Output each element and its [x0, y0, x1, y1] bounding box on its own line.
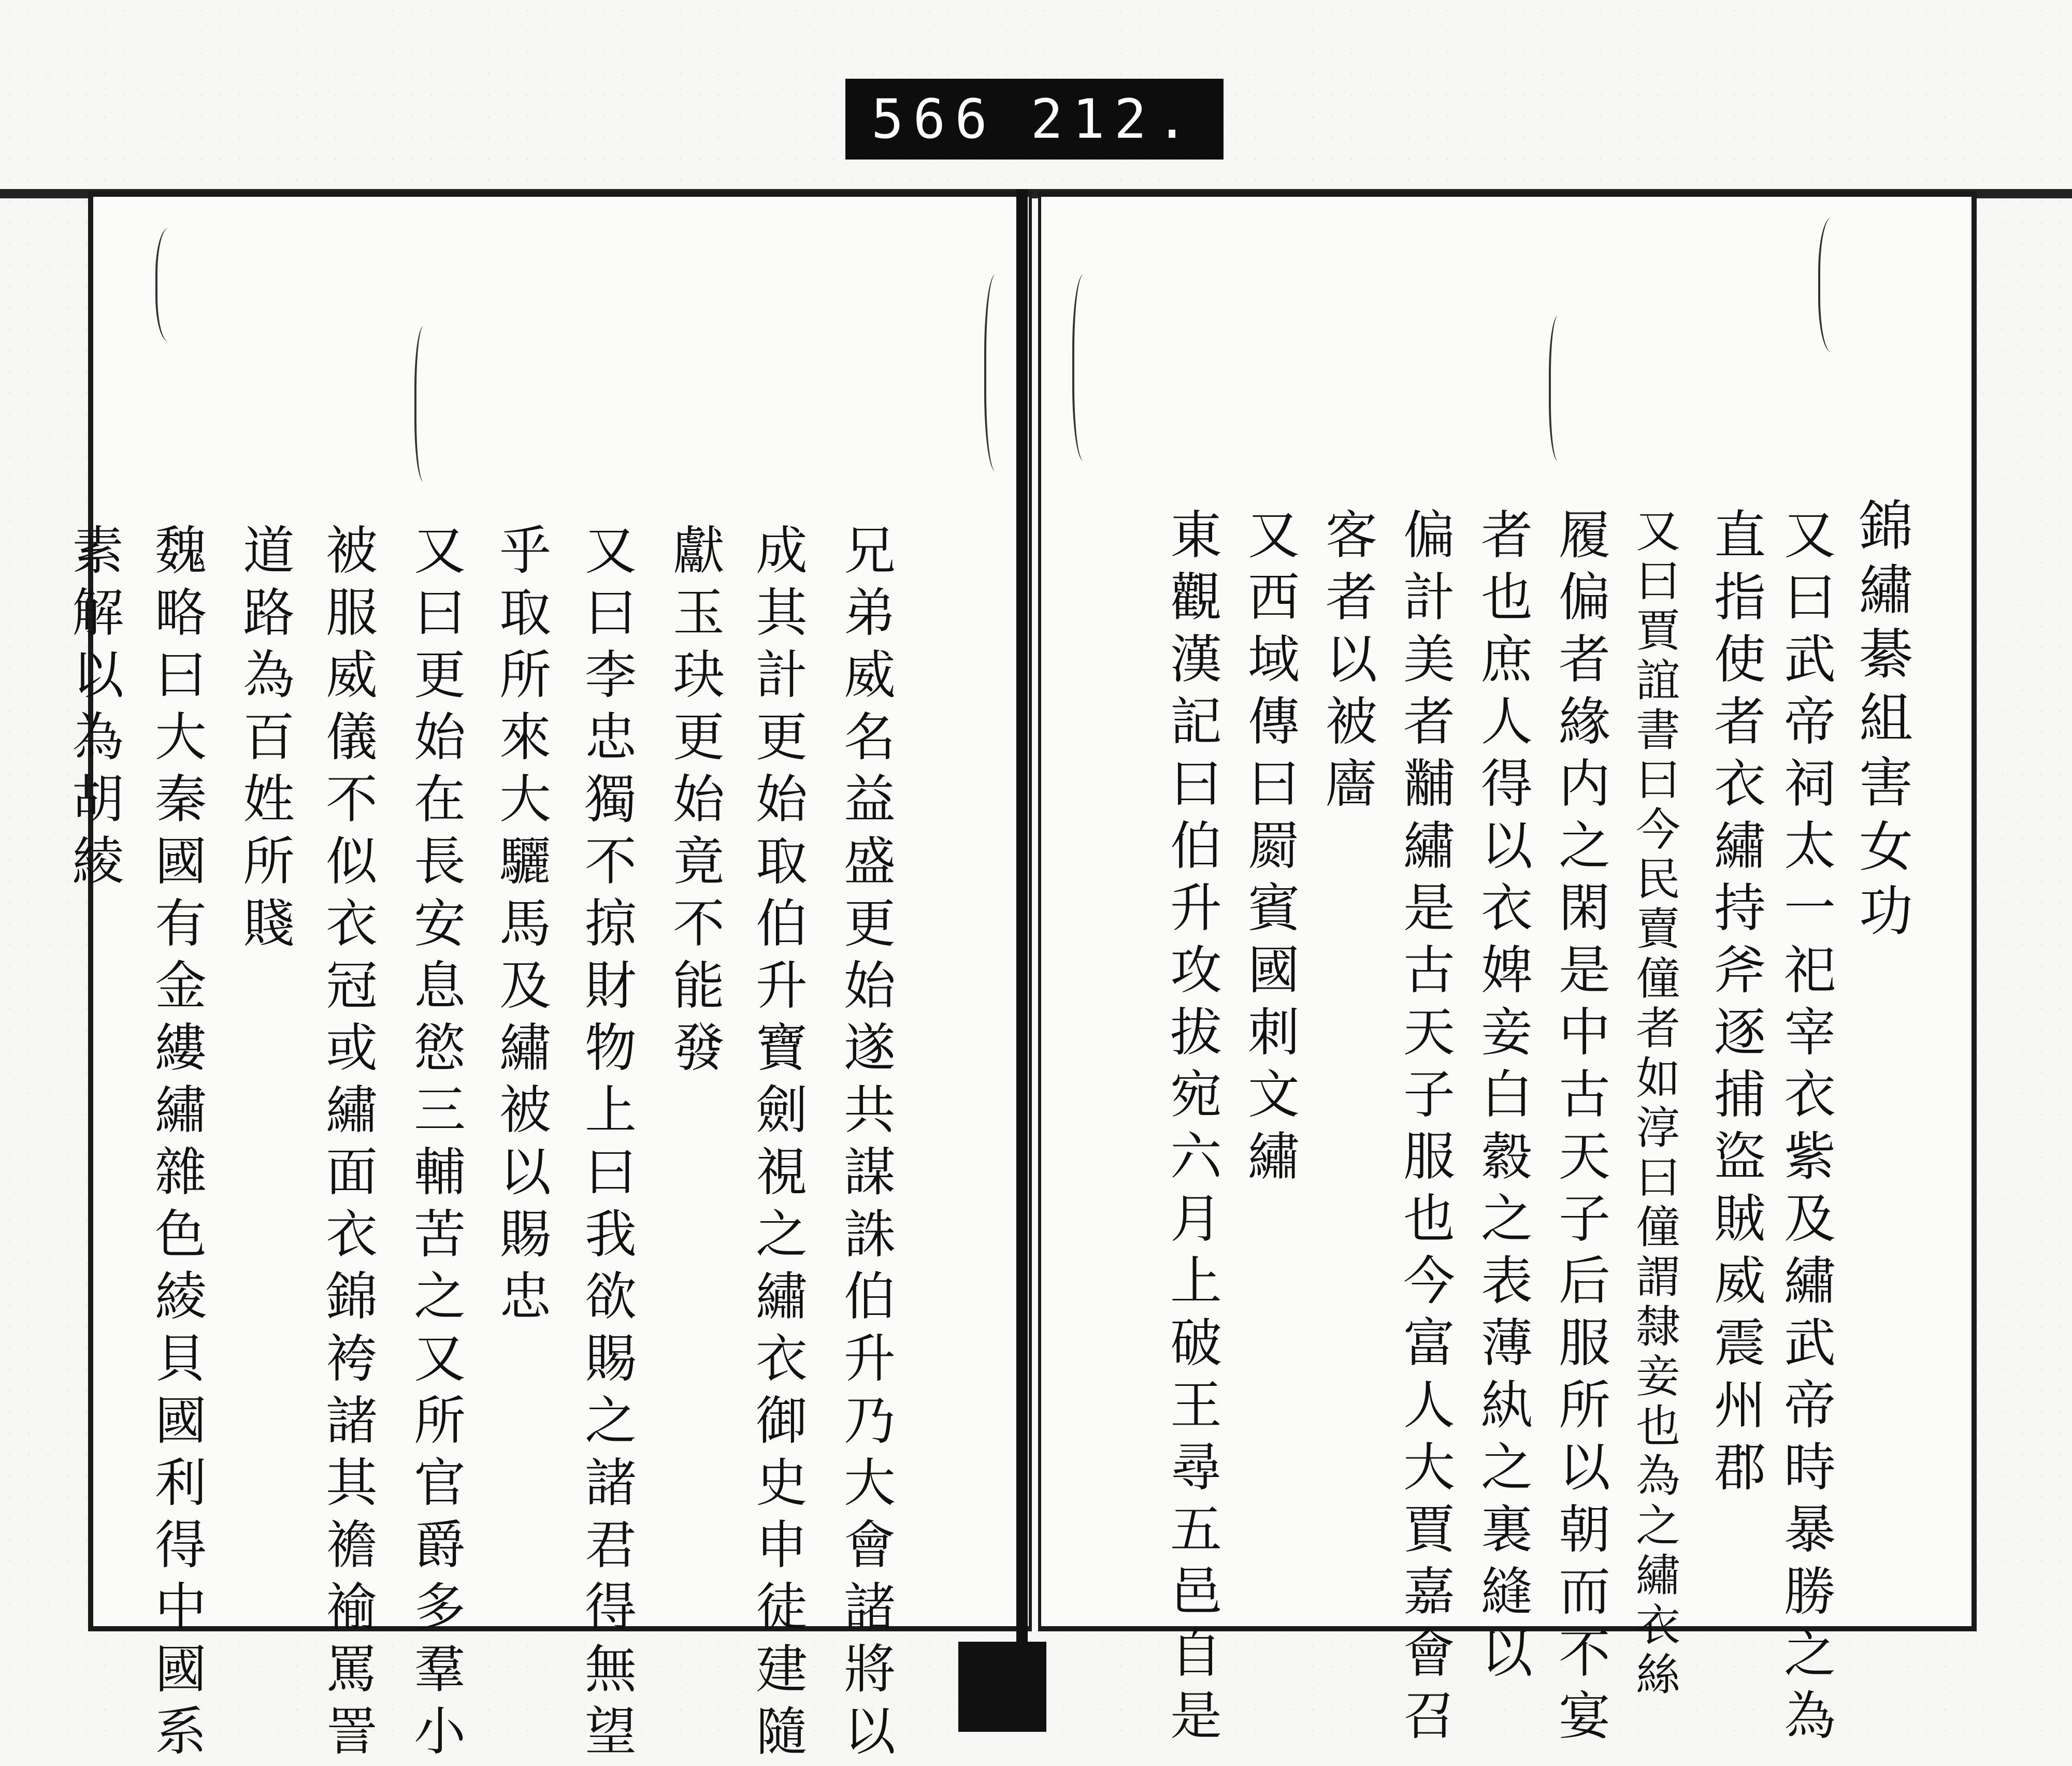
- text-column: 乎取所來大驪馬及繡被以賜忠: [491, 523, 551, 1331]
- text-column: 又曰更始在長安息慾三輔苦之又所官爵多羣小: [405, 523, 466, 1766]
- text-column: 偏計美者黼繡是古天子服也今富人大賈嘉會召: [1394, 508, 1455, 1750]
- text-column: 素解以為胡綾: [63, 523, 124, 896]
- text-column: 又西域傳曰罽賓國刺文繡: [1239, 508, 1300, 1191]
- section-heading: 錦繡綦組害女功: [1850, 497, 1913, 947]
- text-column: 又曰李忠獨不掠財物上曰我欲賜之諸君得無望: [576, 523, 637, 1766]
- text-column: 道路為百姓所賤: [234, 523, 295, 958]
- text-column: 者也庶人得以衣婢妾白縠之表薄紈之裏縫以: [1472, 508, 1533, 1688]
- reference-number-right: 212.: [1030, 88, 1198, 151]
- text-column: 魏略曰大秦國有金縷繡雜色綾貝國利得中國系: [146, 523, 207, 1766]
- text-column: 被服威儀不似衣冠或繡面衣錦袴諸其襜褕罵詈: [317, 523, 378, 1766]
- reference-number-left: 566: [871, 88, 997, 151]
- text-column: 成其計更始取伯升寶劍視之繡衣御史申徒建隨: [747, 523, 808, 1766]
- book-spine: [1016, 189, 1028, 1665]
- right-page: [1038, 192, 1977, 1750]
- page-wear-mark: [155, 228, 189, 342]
- spine-bottom-block: [958, 1642, 1046, 1732]
- text-column: 兄弟威名益盛更始遂共謀誅伯升乃大會諸將以: [835, 523, 896, 1766]
- text-column: 又曰武帝祠太一祀宰衣紫及繡武帝時暴勝之為: [1775, 508, 1836, 1750]
- left-page: [63, 192, 1032, 1766]
- page-wear-mark: [1072, 274, 1100, 461]
- page-wear-mark: [1549, 316, 1572, 461]
- text-column: 履偏者緣内之閑是中古天子后服所以朝而不宴: [1550, 508, 1610, 1750]
- archive-reference-label: [845, 79, 1224, 160]
- text-column: 東觀漢記曰伯升攻拔宛六月上破王尋五邑自是: [1161, 508, 1222, 1750]
- text-column: 又曰賈誼書曰今民賣僮者如淳曰僮謂隸妾也為之繡衣絲: [1628, 508, 1680, 1701]
- page-wear-mark: [414, 326, 437, 482]
- page-wear-mark: [984, 274, 1012, 471]
- text-column: 直指使者衣繡持斧逐捕盜賊威震州郡: [1705, 508, 1766, 1502]
- page-wear-mark: [1818, 218, 1851, 352]
- text-column: 客者以被廧: [1317, 508, 1377, 818]
- text-column: 獻玉玦更始竟不能發: [664, 523, 725, 1082]
